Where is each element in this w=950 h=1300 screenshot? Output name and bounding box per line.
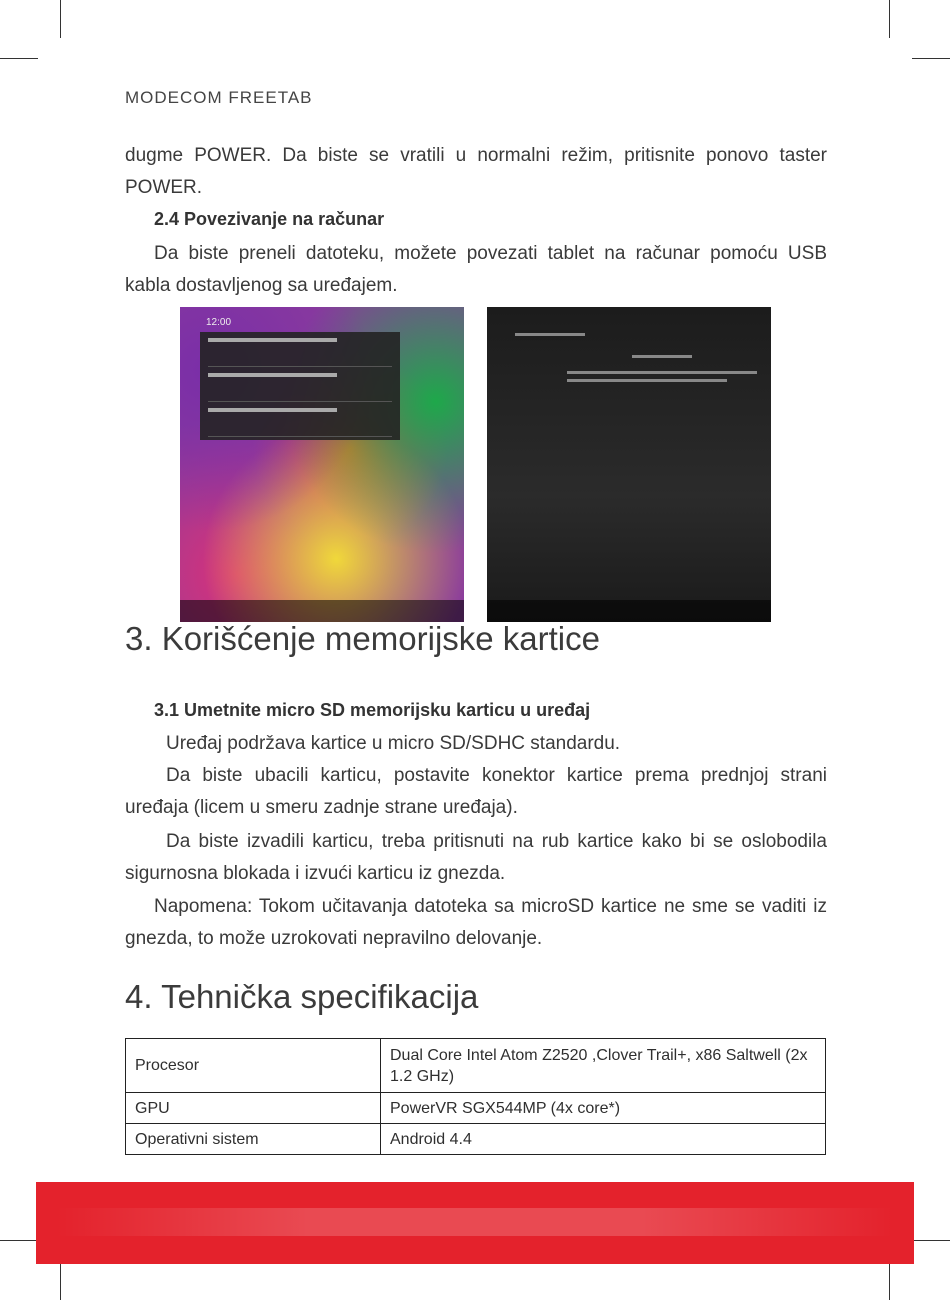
subheading-insert-card: 3.1 Umetnite micro SD memorijsku karticu u uređaj bbox=[154, 700, 591, 720]
spec-label: GPU bbox=[126, 1093, 381, 1124]
paragraph-power: dugme POWER. Da biste se vratili u normalni režim, pritisnite ponovo taster POWER. bbox=[125, 145, 827, 198]
tablet-screenshot-notifications bbox=[180, 307, 464, 622]
crop-mark bbox=[889, 1262, 890, 1300]
crop-mark bbox=[60, 0, 61, 38]
crop-mark bbox=[60, 1262, 61, 1300]
spec-value: PowerVR SGX544MP (4x core*) bbox=[381, 1093, 826, 1124]
footer-band-decoration bbox=[56, 1208, 894, 1236]
paragraph-remove-card: Da biste izvadili karticu, treba pritisnuti na rub kartice kako bi se oslobodila sigurnosna blokada i izvući karticu iz gnezda. bbox=[125, 831, 827, 884]
navigation-bar bbox=[487, 600, 771, 622]
footer-band bbox=[36, 1182, 914, 1264]
spec-value: Android 4.4 bbox=[381, 1124, 826, 1155]
dialog-line bbox=[567, 379, 727, 382]
notification-panel bbox=[200, 332, 400, 440]
section-heading-specs: 4. Tehnička specifikacija bbox=[125, 978, 479, 1015]
table-row bbox=[126, 1039, 826, 1093]
subheading-connect-computer: 2.4 Povezivanje na računar bbox=[154, 209, 385, 229]
specification-table bbox=[125, 1038, 826, 1155]
spec-label: Procesor bbox=[126, 1039, 381, 1093]
table-row bbox=[126, 1093, 826, 1124]
table-row bbox=[126, 1124, 826, 1155]
dialog-line bbox=[515, 333, 585, 336]
dialog-line bbox=[567, 371, 757, 374]
navigation-bar bbox=[180, 600, 464, 622]
spec-value: Dual Core Intel Atom Z2520 ,Clover Trail+, x86 Saltwell (2x 1.2 GHz) bbox=[381, 1039, 826, 1093]
section-heading-memory-card: 3. Korišćenje memorijske kartice bbox=[125, 620, 600, 657]
crop-mark bbox=[889, 0, 890, 38]
running-header: MODECOM FREETAB bbox=[125, 88, 313, 107]
crop-mark bbox=[0, 58, 38, 59]
paragraph-insert-card: Da biste ubacili karticu, postavite konektor kartice prema prednjoj strani uređaja (licem u smeru zadnje strane uređaja). bbox=[125, 765, 827, 818]
crop-mark bbox=[0, 1240, 38, 1241]
spec-label: Operativni sistem bbox=[126, 1124, 381, 1155]
tablet-screenshot-usb-dialog bbox=[487, 307, 771, 622]
paragraph-note: Napomena: Tokom učitavanja datoteka sa microSD kartice ne sme se vaditi iz gnezda, to može uzrokovati nepravilno delovanje. bbox=[125, 896, 827, 949]
crop-mark bbox=[912, 1240, 950, 1241]
dialog-line bbox=[632, 355, 692, 358]
crop-mark bbox=[912, 58, 950, 59]
status-time: 12:00 bbox=[206, 317, 232, 328]
paragraph-card-support: Uređaj podržava kartice u micro SD/SDHC standardu. bbox=[166, 733, 621, 754]
paragraph-usb: Da biste preneli datoteku, možete povezati tablet na računar pomoću USB kabla dostavljenog sa uređajem. bbox=[125, 243, 827, 296]
